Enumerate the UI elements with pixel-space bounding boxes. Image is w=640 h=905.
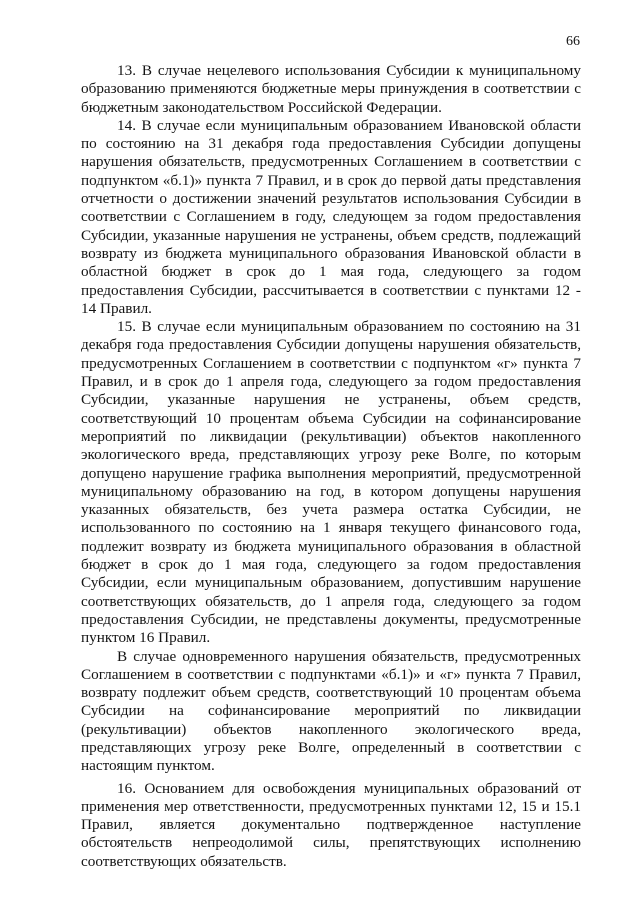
paragraph-13: 13. В случае нецелевого использования Субсидии к муниципальному образованию применяются бюджетные меры принуждения в соответствии с бюджетным законодательством Российской Федерации. (81, 62, 581, 116)
paragraph-16: 16. Основанием для освобождения муниципальных образований от применения мер ответственности, предусмотренных пунктами 12, 15 и 15.1 Правил, является документально подтвержденное наступление обстоятельств непреодолимой силы, препятствующих исполнению соответствующих обязательств. (81, 779, 581, 870)
paragraph-14: 14. В случае если муниципальным образованием Ивановской области по состоянию на 31 декабря года предоставления Субсидии допущены нарушения обязательств, предусмотренных Соглашением в соответствии с подпунктом «б.1)» пункта 7 Правил, и в срок до первой даты представления отчетности о достижении значений результатов использования Субсидии в соответствии с Соглашением в году, следующем за годом предоставления Субсидии, указанные нарушения не устранены, объем средств, подлежащий возврату из бюджета муниципального образования Ивановской области в областной бюджет в срок до 1 мая года, следующего за годом предоставления Субсидии, рассчитывается в соответствии с пунктами 12 - 14 Правил. (81, 116, 581, 317)
document-body (81, 62, 581, 871)
paragraph-15-simultaneous-violation: В случае одновременного нарушения обязательств, предусмотренных Соглашением в соответствии с подпунктами «б.1)» и «г» пункта 7 Правил, возврату подлежит объем средств, соответствующий 10 процентам объема Субсидии на софинансирование мероприятий по ликвидации (рекультивации) объектов накопленного экологического вреда, представляющих угрозу реке Волге, определенный в соответствии с настоящим пунктом. (81, 647, 581, 775)
paragraph-15: 15. В случае если муниципальным образованием по состоянию на 31 декабря года предоставления Субсидии допущены нарушения обязательств, предусмотренных Соглашением в соответствии с подпунктом «г» пункта 7 Правил, и в срок до 1 апреля года, следующего за годом предоставления Субсидии, указанные нарушения не устранены, объем средств, соответствующий 10 процентам объема Субсидии на софинансирование мероприятий по ликвидации (рекультивации) объектов накопленного экологического вреда, представляющих угрозу реке Волге, по которым допущено нарушение графика выполнения мероприятий, предусмотренной муниципальному образованию на год, в котором допущены нарушения указанных обязательств, без учета размера остатка Субсидии, не использованного по состоянию на 1 января текущего финансового года, подлежит возврату из бюджета муниципального образования в областной бюджет в срок до 1 мая года, следующего за годом предоставления Субсидии, если муниципальным образованием, допустившим нарушение соответствующих обязательств, до 1 апреля года, следующего за годом предоставления Субсидии, не представлены документы, предусмотренные пунктом 16 Правил. (81, 318, 581, 647)
page-number: 66 (566, 34, 580, 49)
